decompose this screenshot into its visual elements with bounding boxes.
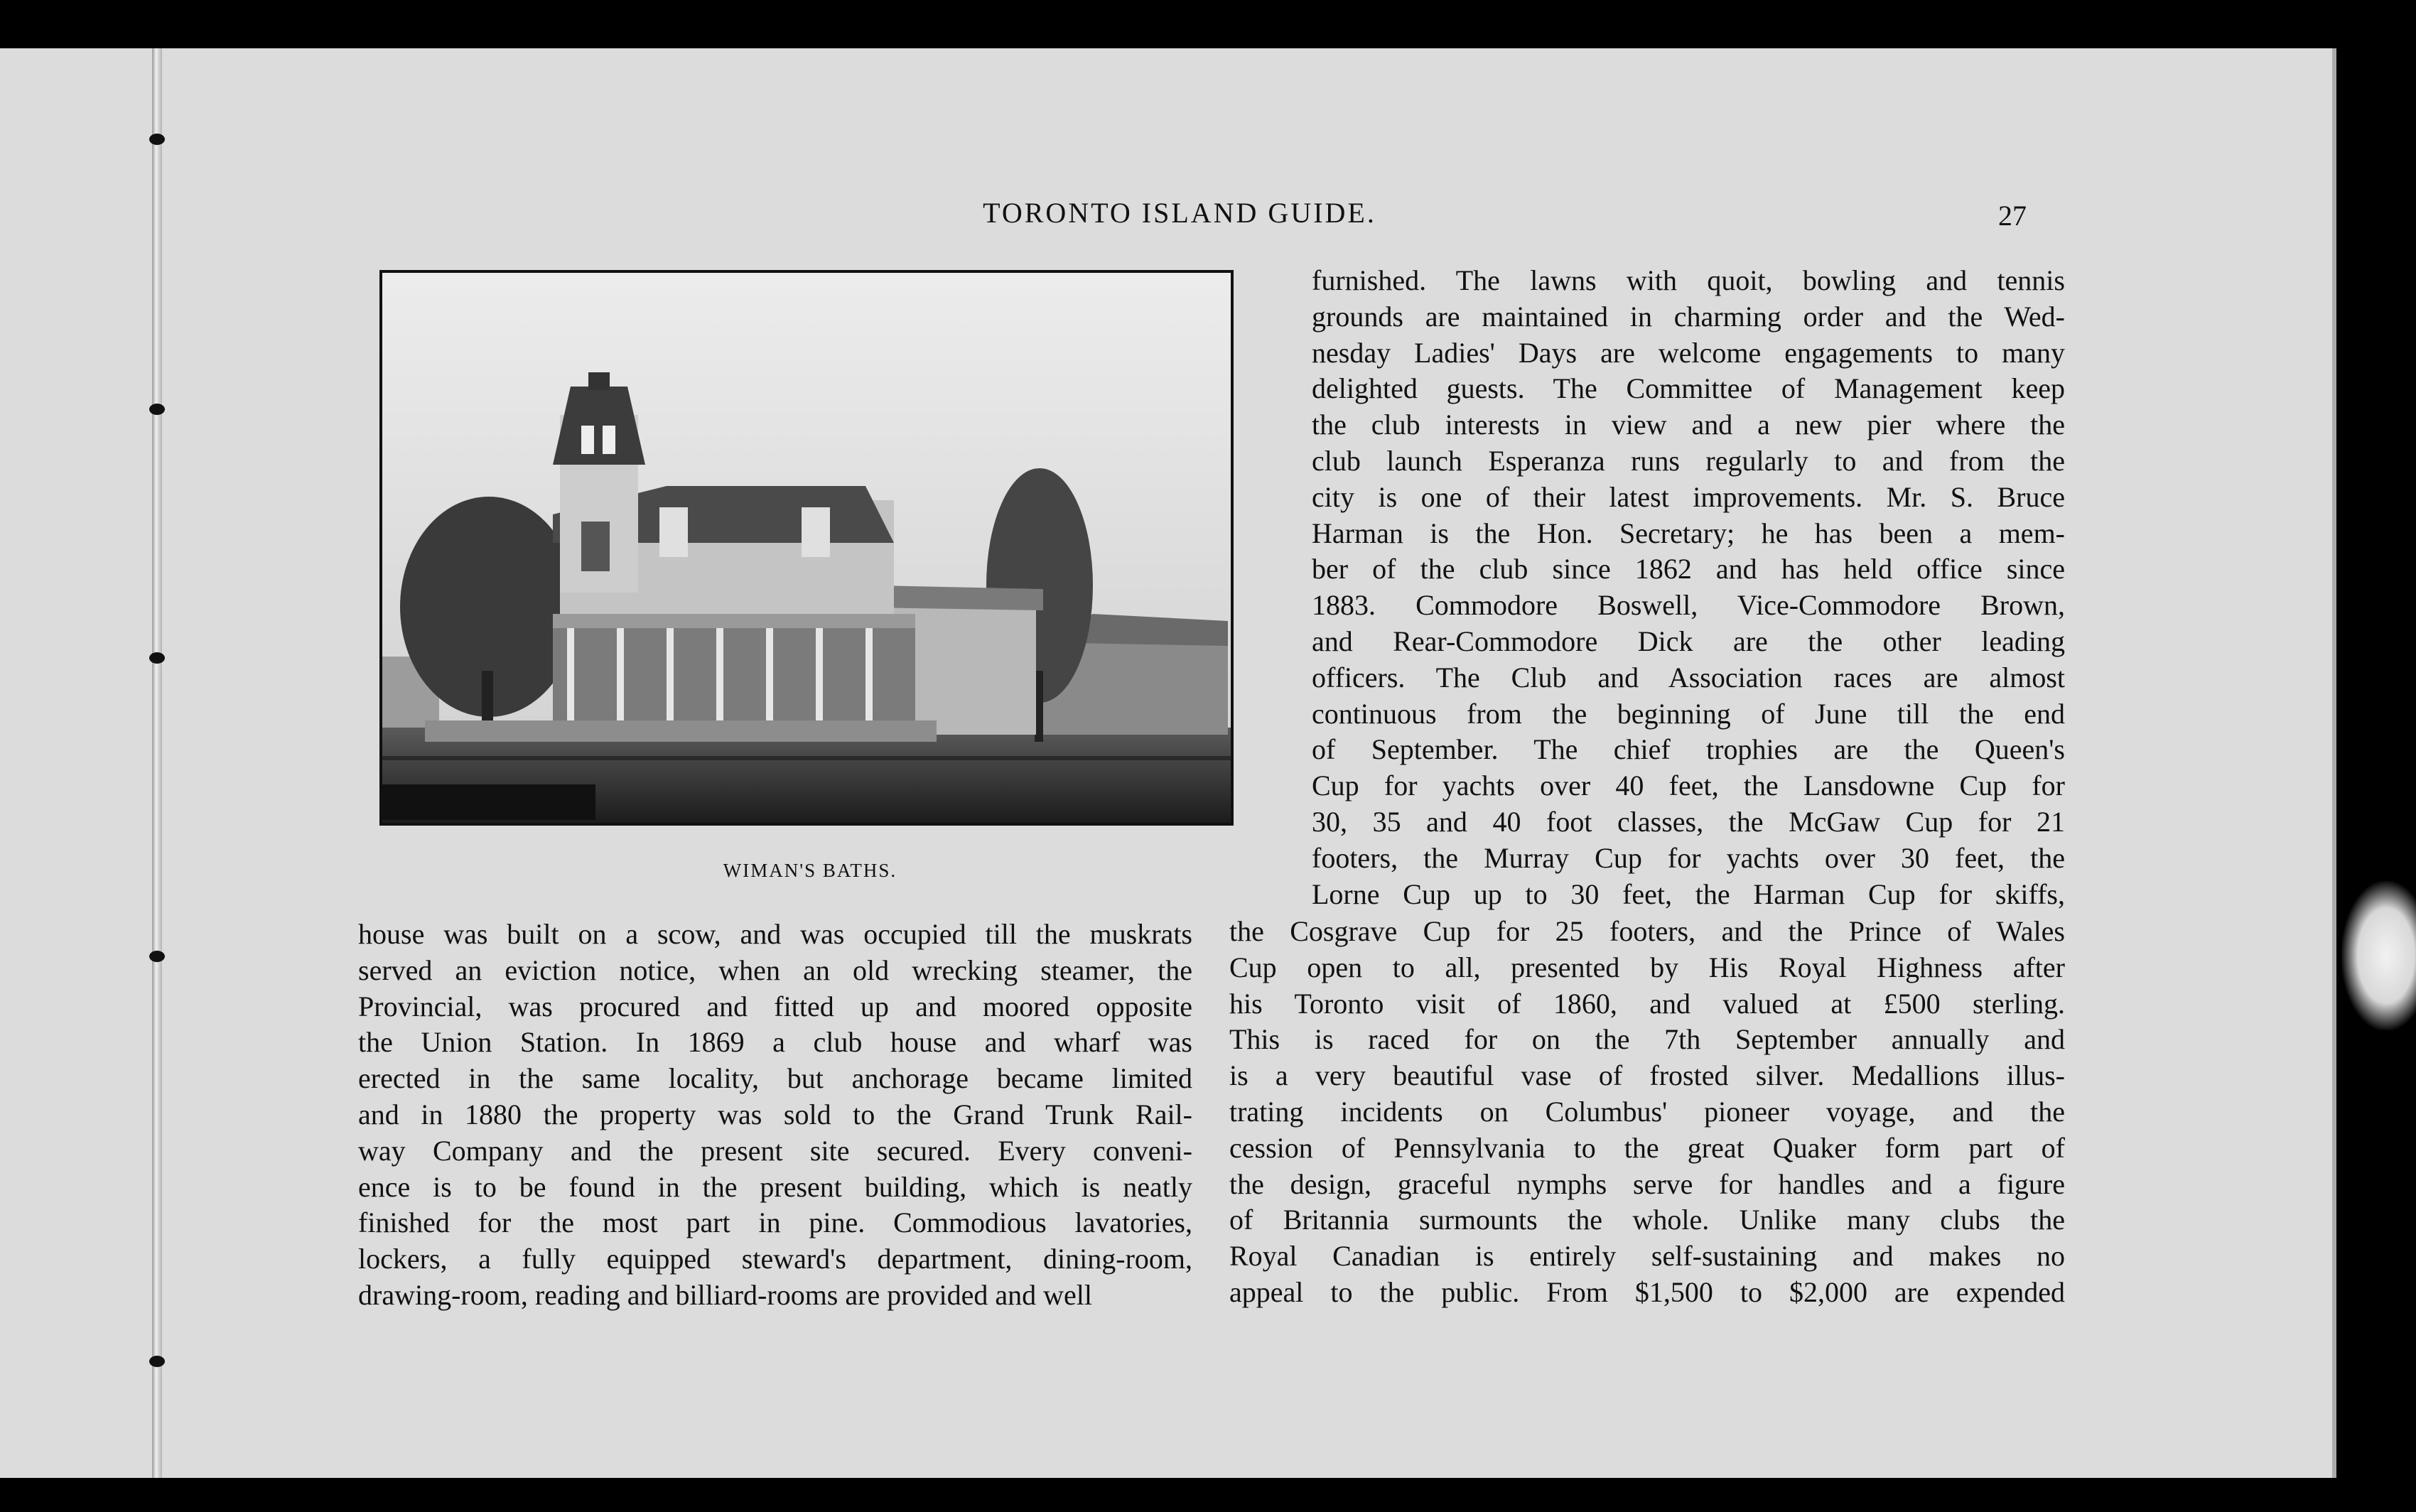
text-line: house was built on a scow, and was occupied till the muskrats <box>358 918 1192 950</box>
stitch-hole <box>149 652 165 664</box>
text-line: Royal Canadian is entirely self-sustaining and makes no <box>1229 1240 2065 1273</box>
text-line: furnished. The lawns with quoit, bowling and tennis <box>1312 264 2065 296</box>
text-line: club launch Esperanza runs regularly to and from the <box>1312 444 2065 477</box>
text-line: Harman is the Hon. Secretary; he has been a mem- <box>1312 517 2065 549</box>
text-line: Cup for yachts over 40 feet, the Lansdowne Cup for <box>1312 770 2065 802</box>
text-line: This is raced for on the 7th September annually and <box>1229 1023 2065 1056</box>
text-line: 1883. Commodore Boswell, Vice-Commodore Brown, <box>1312 589 2065 622</box>
stitch-hole <box>149 404 165 415</box>
text-line: and in 1880 the property was sold to the Grand Trunk Rail- <box>358 1098 1192 1130</box>
text-line: his Toronto visit of 1860, and valued at £500 sterling. <box>1229 987 2065 1020</box>
text-line: continuous from the beginning of June till the end <box>1312 697 2065 730</box>
text-line: drawing-room, reading and billiard-rooms are provided and well <box>358 1278 1093 1311</box>
left-column-text <box>358 917 1192 1314</box>
text-line: 30, 35 and 40 foot classes, the McGaw Cup for 21 <box>1312 805 2065 838</box>
page-number: 27 <box>1998 200 2027 232</box>
text-line: Lorne Cup up to 30 feet, the Harman Cup for skiffs, <box>1312 878 2065 910</box>
text-line: finished for the most part in pine. Commodious lavatories, <box>358 1206 1192 1239</box>
text-line: cession of Pennsylvania to the great Quaker form part of <box>1229 1131 2065 1164</box>
text-line: of Britannia surmounts the whole. Unlike many clubs the <box>1229 1204 2065 1236</box>
text-line: is a very beautiful vase of frosted silver. Medallions illus- <box>1229 1059 2065 1092</box>
text-line: officers. The Club and Association races are almost <box>1312 661 2065 693</box>
page-tear <box>2341 881 2416 1030</box>
text-line: trating incidents on Columbus' pioneer voyage, and the <box>1229 1095 2065 1128</box>
stitch-hole <box>149 951 165 962</box>
text-line: ence is to be found in the present building, which is neatly <box>358 1170 1192 1203</box>
text-line: Cup open to all, presented by His Royal Highness after <box>1229 951 2065 983</box>
wimans-baths-photo <box>379 270 1234 826</box>
running-header: TORONTO ISLAND GUIDE. <box>983 197 1376 229</box>
text-line: city is one of their latest improvements. Mr. S. Bruce <box>1312 480 2065 513</box>
text-line: the Cosgrave Cup for 25 footers, and the Prince of Wales <box>1229 915 2065 947</box>
text-line: and Rear-Commodore Dick are the other leading <box>1312 625 2065 657</box>
text-line: Provincial, was procured and fitted up and moored opposite <box>358 990 1192 1022</box>
text-line: footers, the Murray Cup for yachts over 30 feet, the <box>1312 841 2065 874</box>
binding-edge <box>152 48 162 1478</box>
right-column-bottom-text <box>1229 914 2065 1311</box>
text-line: delighted guests. The Committee of Management keep <box>1312 372 2065 405</box>
stitch-hole <box>149 1356 165 1367</box>
text-line: lockers, a fully equipped steward's department, dining-room, <box>358 1243 1192 1275</box>
text-line: erected in the same locality, but anchorage became limited <box>358 1062 1192 1095</box>
text-line: the Union Station. In 1869 a club house and wharf was <box>358 1026 1192 1059</box>
text-line: served an eviction notice, when an old wrecking steamer, the <box>358 954 1192 986</box>
right-column-top-text <box>1312 263 2065 912</box>
text-line: the design, graceful nymphs serve for handles and a figure <box>1229 1167 2065 1200</box>
text-line: of September. The chief trophies are the Queen's <box>1312 733 2065 766</box>
text-line: the club interests in view and a new pier where the <box>1312 409 2065 441</box>
stitch-hole <box>149 134 165 145</box>
text-line: appeal to the public. From $1,500 to $2,000 are expended <box>1229 1275 2065 1308</box>
text-line: nesday Ladies' Days are welcome engagements to many <box>1312 336 2065 369</box>
text-line: grounds are maintained in charming order and the Wed- <box>1312 300 2065 333</box>
text-line: way Company and the present site secured. Every conveni- <box>358 1134 1192 1167</box>
text-line: ber of the club since 1862 and has held office since <box>1312 553 2065 585</box>
figure-caption: WIMAN'S BATHS. <box>723 860 897 881</box>
